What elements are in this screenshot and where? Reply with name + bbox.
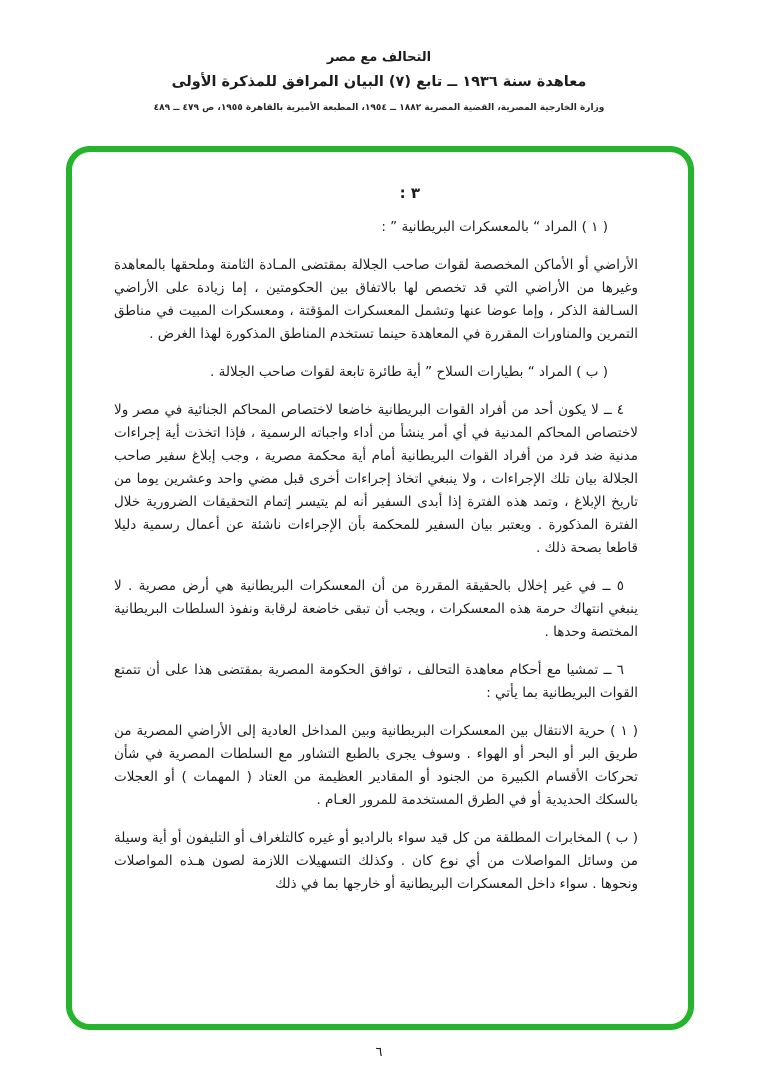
- clause-1a-text: الأراضي أو الأماكن المخصصة لقوات صاحب الجلالة بمقتضى المـادة الثامنة وملحقها بالمعاهدة وغيرها من الأراضي التي قد تخصص لها بالاتفاق بين الحكومتين ، إما زيادة على الأراضي السـالفة الذكر ، وإما عوضا عنها وتشمل المعسكرات المؤقتة ، ومعسكرات المبيت في مناطق التمرين والمناورات المقررة في المعاهدة حينما تستخدم المناطق المذكورة لهذا الغرض .: [114, 257, 638, 342]
- clause-5: ٥ ــ في غير إخلال بالحقيقة المقررة من أن المعسكرات البريطانية هي أرض مصرية . لا ينبغي انتهاك حرمة هذه المعسكرات ، ويجب أن تبقى خاضعة لرقابة ونفوذ السلطات البريطانية المختصة وحدها .: [114, 578, 638, 640]
- clause-6-item-1: ( ١ ) حرية الانتقال بين المعسكرات البريطانية وبين المداخل العادية إلى الأراضي المصرية من طريق البر أو البحر أو الهواء . وسوف يجرى بالطبع التشاور مع السلطات المصرية في شأن تحركات الأقسام الكبيرة من الجنود أو المقادير العظيمة من العتاد ( المهمات ) أو العجلات بالسكك الحديدية أو في الطرق المستخدمة للمرور العـام .: [114, 723, 638, 808]
- clause-6-item-b: ( ب ) المخابرات المطلقة من كل قيد سواء بالراديو أو غيره كالتلغراف أو التليفون أو أية وسيلة من وسائل المواصلات من أي نوع كان . وكذلك التسهيلات اللازمة لصون هـذه المواصلات ونحوها . سواء داخل المعسكرات البريطانية أو خارجها بما في ذلك: [114, 830, 638, 892]
- document-title: التحالف مع مصر: [326, 50, 432, 65]
- clause-6: ٦ ــ تمشيا مع أحكام معاهدة التحالف ، توافق الحكومة المصرية بمقتضى هذا على أن تتمتع القوات البريطانية بما يأتي :: [114, 662, 638, 701]
- page-number: ٦: [375, 1045, 383, 1060]
- section-number: ٣ :: [399, 184, 420, 202]
- document-reference: وزارة الخارجية المصرية، القضية المصرية ١٨٨٢ ــ ١٩٥٤، المطبعة الأميرية بالقاهرة ١٩٥٥، ص ٤٧٩ ــ ٤٨٩: [153, 103, 605, 113]
- clause-1a-heading: ( ١ ) المراد “ بالمعسكرات البريطانية ” :: [381, 219, 608, 235]
- clause-1b: ( ب ) المراد “ بطيارات السلاح ” أية طائرة تابعة لقوات صاحب الجلالة .: [210, 364, 608, 380]
- document-header: [0, 0, 758, 113]
- green-frame: [66, 146, 694, 1030]
- document-subtitle: معاهدة سنة ١٩٣٦ ــ تابع (٧) البيان المرافق للمذكرة الأولى: [171, 74, 587, 90]
- page-footer: [0, 1045, 758, 1060]
- clause-4: ٤ ــ لا يكون أحد من أفراد القوات البريطانية خاضعا لاختصاص المحاكم الجنائية في مصر ولا لاختصاص المحاكم المدنية في أي أمر ينشأ من أداء واجباته الرسمية ، فإذا اتخذت أية إجراءات مدنية ضد فرد من أفراد القوات البريطانية أمام أية محكمة مصرية ، وجب إبلاغ سفير صاحب الجلالة بيان تلك الإجراءات ، ولا ينبغي اتخاذ إجراءات أخرى قبل مضي واحد وعشرين يوما من تاريخ الإبلاغ ، وتمد هذه الفترة إذا أبدى السفير أنه لم يتيسر إتمام التحقيقات الضرورية خلال الفترة المذكورة . ويعتبر بيان السفير للمحكمة بأن الإجراءات ناشئة عن أعمال رسمية دليلا قاطعا بصحة ذلك .: [114, 402, 638, 556]
